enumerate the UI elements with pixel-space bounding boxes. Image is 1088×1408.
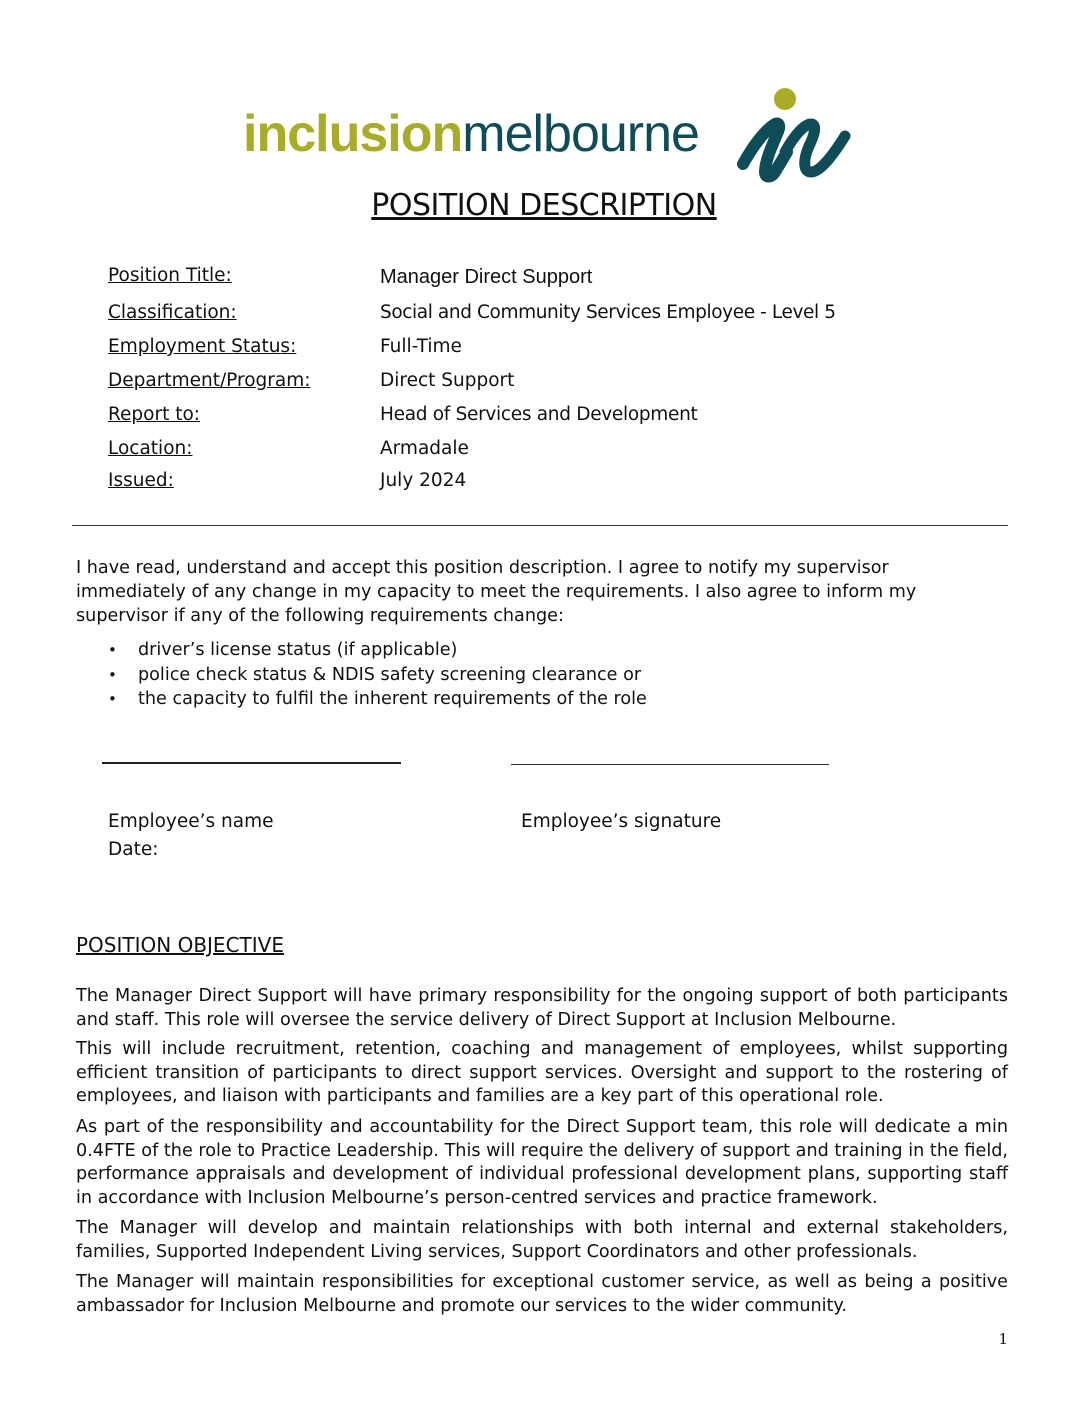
field-label-classification: Classification: (108, 302, 237, 323)
field-label-position-title: Position Title: (108, 265, 232, 286)
field-value-location: Armadale (380, 438, 469, 459)
field-label-report-to: Report to: (108, 404, 201, 425)
date-label: Date: (108, 839, 159, 860)
field-value-classification: Social and Community Services Employee - Level 5 (380, 302, 836, 323)
field-label-department: Department/Program: (108, 370, 311, 391)
field-value-issued: July 2024 (380, 470, 467, 491)
section-divider (72, 525, 1008, 526)
field-value-employment-status: Full-Time (380, 336, 462, 357)
field-value-position-title: Manager Direct Support (380, 266, 593, 288)
field-label-issued: Issued: (108, 470, 174, 491)
requirements-list (108, 638, 808, 712)
logo-text-melbourne: melbourne (462, 105, 699, 163)
position-objective-heading: POSITION OBJECTIVE (76, 933, 284, 957)
objective-paragraph: The Manager will maintain responsibilities for exceptional customer service, as well as being a positive ambassador for Inclusion Melbourne and promote our services to the wider community. (76, 1272, 1008, 1316)
field-label-employment-status: Employment Status: (108, 336, 297, 357)
list-item: • the capacity to fulfil the inherent requirements of the role (108, 687, 808, 712)
field-value-department: Direct Support (380, 370, 515, 391)
inclusion-melbourne-im-mark-icon (735, 86, 855, 186)
acknowledgement-text: I have read, understand and accept this position description. I agree to notify my supervisor immediately of any change in my capacity to meet the requirements. I also agree to inform my supervisor if any of the following requirements change: (76, 558, 917, 626)
page-number: 1 (998, 1330, 1008, 1348)
logo-wordmark (243, 105, 699, 163)
objective-paragraph: The Manager Direct Support will have primary responsibility for the ongoing support of both participants and staff. This role will oversee the service delivery of Direct Support at Inclusion Melbourne. (76, 986, 1008, 1030)
document-title: POSITION DESCRIPTION (371, 188, 717, 223)
employee-name-label: Employee’s name (108, 811, 274, 832)
objective-paragraph: The Manager will develop and maintain relationships with both internal and external stakeholders, families, Supported Independent Living services, Support Coordinators and other professionals. (76, 1218, 1008, 1262)
list-item: • driver’s license status (if applicable) (108, 638, 808, 663)
field-label-location: Location: (108, 438, 193, 459)
employee-signature-line (511, 764, 829, 765)
list-item: • police check status & NDIS safety screening clearance or (108, 663, 808, 688)
objective-paragraph: As part of the responsibility and accountability for the Direct Support team, this role will dedicate a min 0.4FTE of the role to Practice Leadership. This will require the delivery of support and training in the field, performance appraisals and development of individual professional development plans, supporting staff in accordance with Inclusion Melbourne’s person-centred services and practice framework. (76, 1117, 1008, 1208)
employee-name-line (102, 762, 401, 764)
field-value-report-to: Head of Services and Development (380, 404, 698, 425)
objective-paragraph: This will include recruitment, retention, coaching and management of employees, whilst supporting efficient transition of participants to direct support services. Oversight and support to the rostering of employees, and liaison with participants and families are a key part of this operational role. (76, 1039, 1008, 1106)
inclusion-melbourne-logo (243, 86, 863, 186)
logo-text-inclusion: inclusion (243, 105, 463, 163)
employee-signature-label: Employee’s signature (521, 811, 722, 832)
